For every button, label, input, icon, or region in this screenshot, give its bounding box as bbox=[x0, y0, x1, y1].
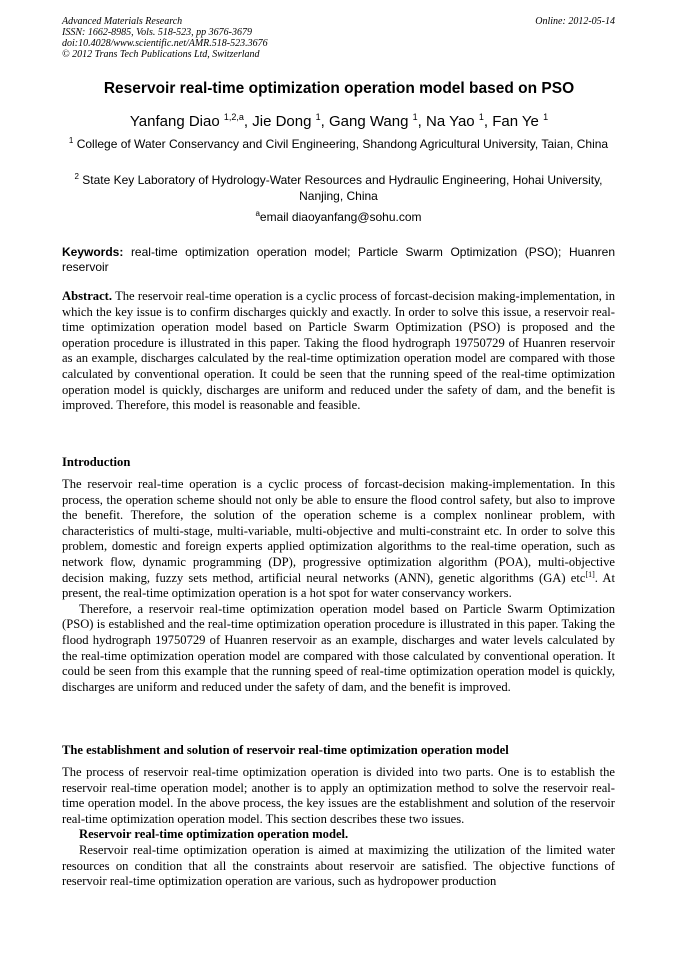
author: Fan Ye $^1$ bbox=[492, 112, 549, 130]
journal-header bbox=[62, 16, 615, 60]
section-heading-establishment: The establishment and solution of reservoir real-time optimization operation model bbox=[62, 743, 509, 757]
abstract bbox=[62, 289, 615, 414]
section-heading-introduction: Introduction bbox=[62, 455, 131, 469]
paragraph: The process of reservoir real-time optimization operation is divided into two parts. One is to establish the reservoir real-time operation model; another is to apply an optimization method to solve the reservoir real-time operation model. In the above process, the key issues are the establishment and solution of the reservoir real-time optimization operation model. This section describes these two issues. bbox=[62, 765, 615, 826]
abstract-text: The reservoir real-time operation is a cyclic process of forcast-decision making-implementation, in which the key issue is to confirm discharges quickly and exactly. In order to solve this issue, a reservoir real-time optimization operation model based on Particle Swarm Optimization (PSO) is proposed and the operation procedure is illustrated in this paper. Taking the flood hydrograph 19750729 of Huanren reservoir as an example, discharges calculated by the real-time optimization operation model are compared with those calculated by conventional operation. It could be seen that the running speed of the real-time optimization operation model is quickly, discharges are uniform and reduced under the safety of dam, and the benefit is improved. Therefore, this model is reasonable and feasible. bbox=[62, 289, 616, 413]
author: Na Yao $^1$, bbox=[426, 112, 493, 130]
author: Yanfang Diao $^{1,2,a}$, bbox=[129, 112, 253, 130]
affiliation-2: $^2$ State Key Laboratory of Hydrology-Water Resources and Hydraulic Engineering, Hohai University, Nanjing, China bbox=[74, 172, 603, 203]
establishment-body bbox=[62, 765, 615, 890]
keywords bbox=[62, 245, 615, 275]
abstract-label: Abstract. bbox=[62, 289, 113, 303]
doi-line: doi:10.4028/www.scientific.net/AMR.518-523.3676 bbox=[62, 38, 268, 49]
online-date: Online: 2012-05-14 bbox=[535, 16, 615, 27]
paper-title: Reservoir real-time optimization operation model based on PSO bbox=[103, 80, 575, 97]
author: Jie Dong $^1$, bbox=[252, 112, 329, 130]
journal-name: Advanced Materials Research bbox=[62, 16, 183, 27]
paragraph: The reservoir real-time operation is a cyclic process of forcast-decision making-implementation. In this process, the operation scheme should not only be able to ensure the flood control safety, but also to improve the benefit. Therefore, the solution of the operation scheme is a complex nonlinear problem, with characteristics of multi-stage, multi-variable, multi-objective and multi-constraint etc. In order to solve this problem, domestic and foreign experts applied optimization algorithms to the real-time operation, such as network flow, dynamic programming (DP), progressive optimization algorithm (POA), multi-objective decision making, fuzzy sets method, artificial neural networks (ANN), genetic algorithms (GA) etc[1]. At present, the real-time optimization operation is a hot spot for water conservancy workers. bbox=[62, 477, 615, 601]
introduction-body bbox=[62, 477, 615, 695]
author-email: $^a$email diaoyanfang@sohu.com bbox=[255, 209, 422, 224]
author: Gang Wang $^1$, bbox=[328, 112, 426, 130]
keywords-text: real-time optimization operation model; Particle Swarm Optimization (PSO); Huanren reservoir bbox=[62, 245, 615, 274]
subsection-heading: Reservoir real-time optimization operation model. bbox=[79, 827, 349, 842]
issn-line: ISSN: 1662-8985, Vols. 518-523, pp 3676-3679 bbox=[62, 27, 252, 38]
keywords-label: Keywords: bbox=[62, 245, 124, 259]
paragraph: Therefore, a reservoir real-time optimization operation model based on Particle Swarm Optimization (PSO) is established and the real-time optimization operation procedure is illustrated in this paper. Taking the flood hydrograph 19750729 of Huanren reservoir as an example, discharges and water levels calculated by the real-time optimization operation model are compared with those calculated by conventional operation. It could be seen from this example that the running speed of real-time optimization operation model is quickly, discharges are uniform and reduced under the safety of dam, and the benefit is improved. bbox=[62, 601, 615, 694]
author-list bbox=[20, 113, 658, 130]
citation-ref: [1] bbox=[585, 569, 595, 579]
copyright-line: © 2012 Trans Tech Publications Ltd, Switzerland bbox=[62, 49, 260, 60]
affiliation-1: $^1$ College of Water Conservancy and Civil Engineering, Shandong Agricultural University, Taian, China bbox=[68, 136, 609, 151]
paragraph: Reservoir real-time optimization operation is aimed at maximizing the utilization of the limited water resources on condition that all the constraints about reservoir are satisfied. The objective functions of reservoir real-time optimization operation are various, such as hydropower production bbox=[62, 842, 615, 889]
